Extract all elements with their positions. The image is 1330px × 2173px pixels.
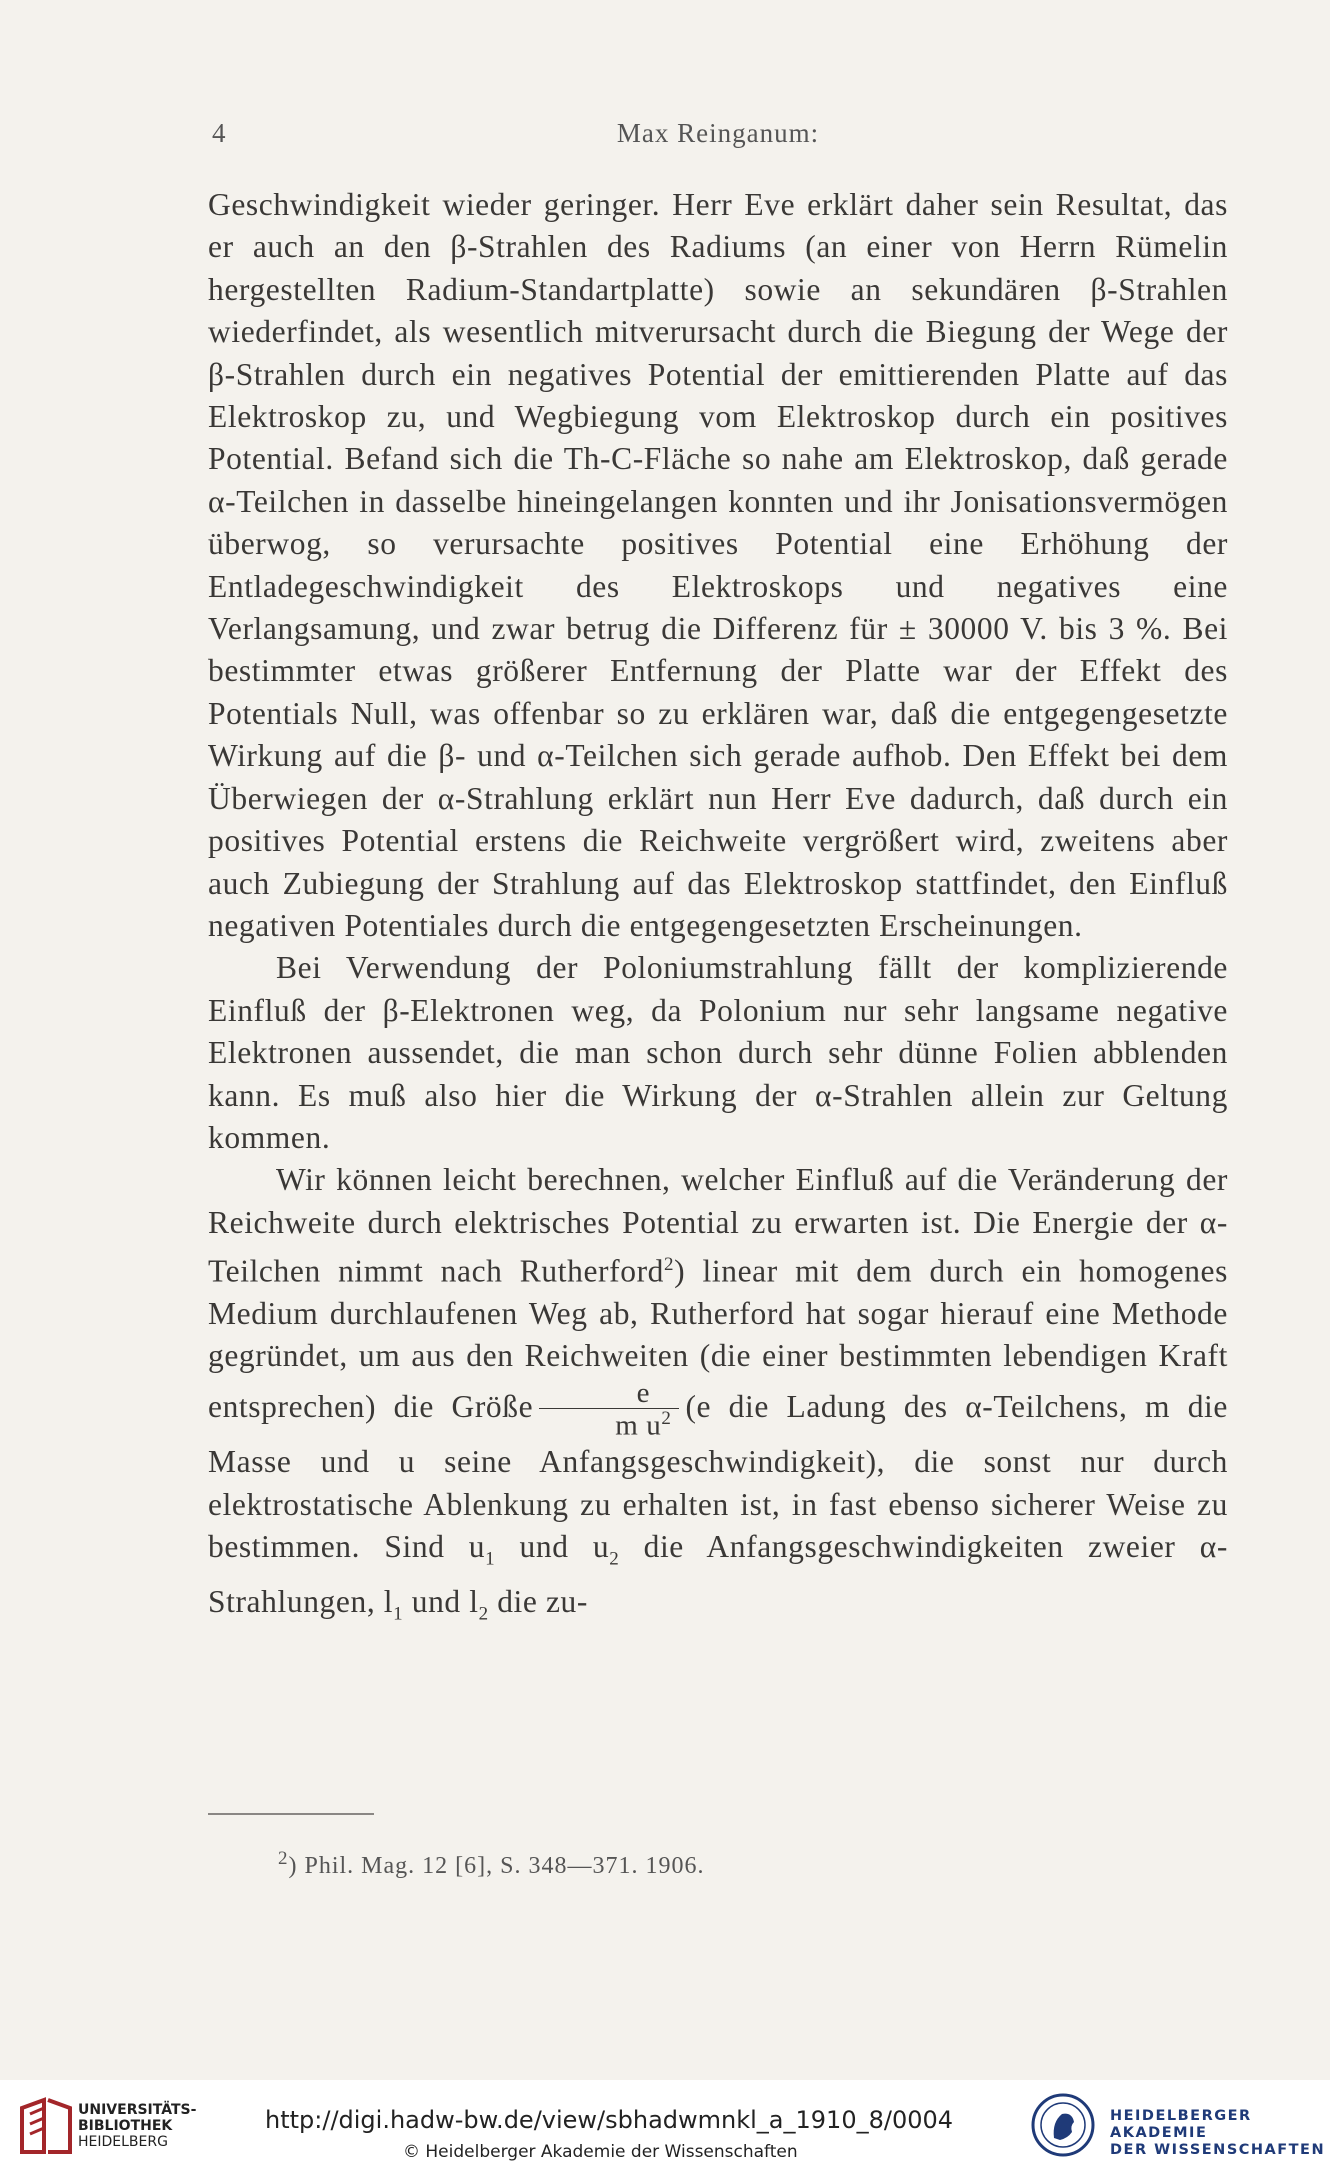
footnote	[278, 1848, 705, 1880]
footnote-divider	[208, 1813, 374, 1815]
footnote-mark: 2	[278, 1848, 289, 1869]
subscript-l1: 1	[393, 1603, 404, 1625]
paragraph-3-part-f: und l	[403, 1583, 479, 1619]
paragraph-3-part-g: die zu-	[488, 1583, 588, 1619]
copyright-notice: © Heidelberger Akademie der Wissenschaften	[403, 2142, 798, 2162]
footnote-reference: 2	[664, 1254, 675, 1276]
fraction-numerator: e	[539, 1378, 679, 1409]
library-name	[78, 2102, 196, 2150]
paragraph-3	[208, 1159, 1228, 1635]
subscript-l2: 2	[478, 1603, 489, 1625]
academy-name-line-2: DER WISSENSCHAFTEN	[1110, 2142, 1326, 2158]
academy-name	[1110, 2108, 1330, 2159]
paragraph-3-part-a: Wir können leicht berechnen, welcher Einfluß auf die Veränderung der Reichweite durch elektrisches Potential zu erwarten ist. Die Energie der α-Teilchen nimmt nach Rutherford	[208, 1162, 1228, 1289]
paragraph-3-part-d: und u	[495, 1529, 610, 1565]
library-logo-icon	[14, 2094, 78, 2158]
paragraph-2: Bei Verwendung der Poloniumstrahlung fällt der komplizierende Einfluß der β-Elektronen weg, da Polonium nur sehr langsame negative Elektronen aussendet, die man schon durch sehr dünne Folien abblenden kann. Es muß also hier die Wirkung der α-Strahlen allein zur Geltung kommen.	[208, 950, 1228, 1155]
page-header	[208, 118, 1228, 158]
subscript-u1: 1	[485, 1548, 496, 1570]
library-name-line-2: BIBLIOTHEK	[78, 2118, 173, 2134]
page-number: 4	[212, 118, 227, 148]
fraction-e-over-mu2	[539, 1378, 679, 1442]
permalink-url[interactable]: http://digi.hadw-bw.de/view/sbhadwmnkl_a_1910_8/0004	[265, 2106, 954, 2134]
library-name-line-1: UNIVERSITÄTS-	[78, 2102, 197, 2118]
paragraph-1: Geschwindigkeit wieder geringer. Herr Eve erklärt daher sein Resultat, das er auch an den β-Strahlen des Radiums (an einer von Herrn Rümelin hergestellten Radium-Standartplatte) sowie an sekundären β-Strahlen wiederfindet, als wesentlich mitverursacht durch die Biegung der Wege der β-Strahlen durch ein negatives Potential der emittierenden Platte auf das Elektroskop zu, und Wegbiegung vom Elektroskop durch ein positives Potential. Befand sich die Th-C-Fläche so nahe am Elektroskop, daß gerade α-Teilchen in dasselbe hineingelangen konnten und ihr Jonisationsvermögen überwog, so verursachte positives Potential eine Erhöhung der Entladegeschwindigkeit des Elektroskops und negatives eine Verlangsamung, und zwar betrug die Differenz für ± 30000 V. bis 3 %. Bei bestimmter etwas größerer Entfernung der Platte war der Effekt des Potentials Null, was offenbar so zu erklären war, daß die entgegengesetzte Wirkung auf die β- und α-Teilchen sich gerade aufhob. Den Effekt bei dem Überwiegen der α-Strahlung erklärt nun Herr Eve dadurch, daß durch ein positives Potential erstens die Reichweite vergrößert wird, zweitens aber auch Zubiegung der Strahlung auf das Elektroskop stattfindet, den Einfluß negativen Potentiales durch die entgegengesetzten Erscheinungen.	[208, 187, 1228, 943]
fraction-denominator-exponent: 2	[661, 1408, 672, 1430]
paragraph-3-part-c: (e die Ladung des α-Teilchens, m die Masse und u seine Anfangsgeschwindigkeit), die sonst nur durch elektrostatische Ablenkung zu erhalten ist, in fast ebenso sicherer Weise zu bestimmen. Sind u	[208, 1388, 1228, 1565]
paragraph-3-part-b: ) linear mit dem durch ein homogenes Medium durchlaufenen Weg ab, Rutherford hat sogar hierauf eine Methode gegründet, um aus den Reichweiten (die einer bestimmten lebendigen Kraft entsprechen) die Größe	[208, 1253, 1229, 1424]
academy-name-line-1: HEIDELBERGER AKADEMIE	[1110, 2108, 1252, 2141]
footnote-text: ) Phil. Mag. 12 [6], S. 348—371. 1906.	[288, 1853, 705, 1879]
body-text	[208, 184, 1228, 1636]
academy-seal-icon	[1030, 2092, 1096, 2158]
running-title: Max Reinganum:	[616, 118, 820, 148]
paragraph-3-part-e: die Anfangsgeschwindigkeiten zweier α-Strahlungen, l	[208, 1529, 1228, 1619]
subscript-u2: 2	[609, 1548, 620, 1570]
fraction-denominator	[539, 1409, 679, 1441]
footer-bar	[0, 2080, 1330, 2173]
library-name-line-3: HEIDELBERG	[78, 2134, 168, 2150]
fraction-denominator-base: m u	[615, 1409, 662, 1442]
